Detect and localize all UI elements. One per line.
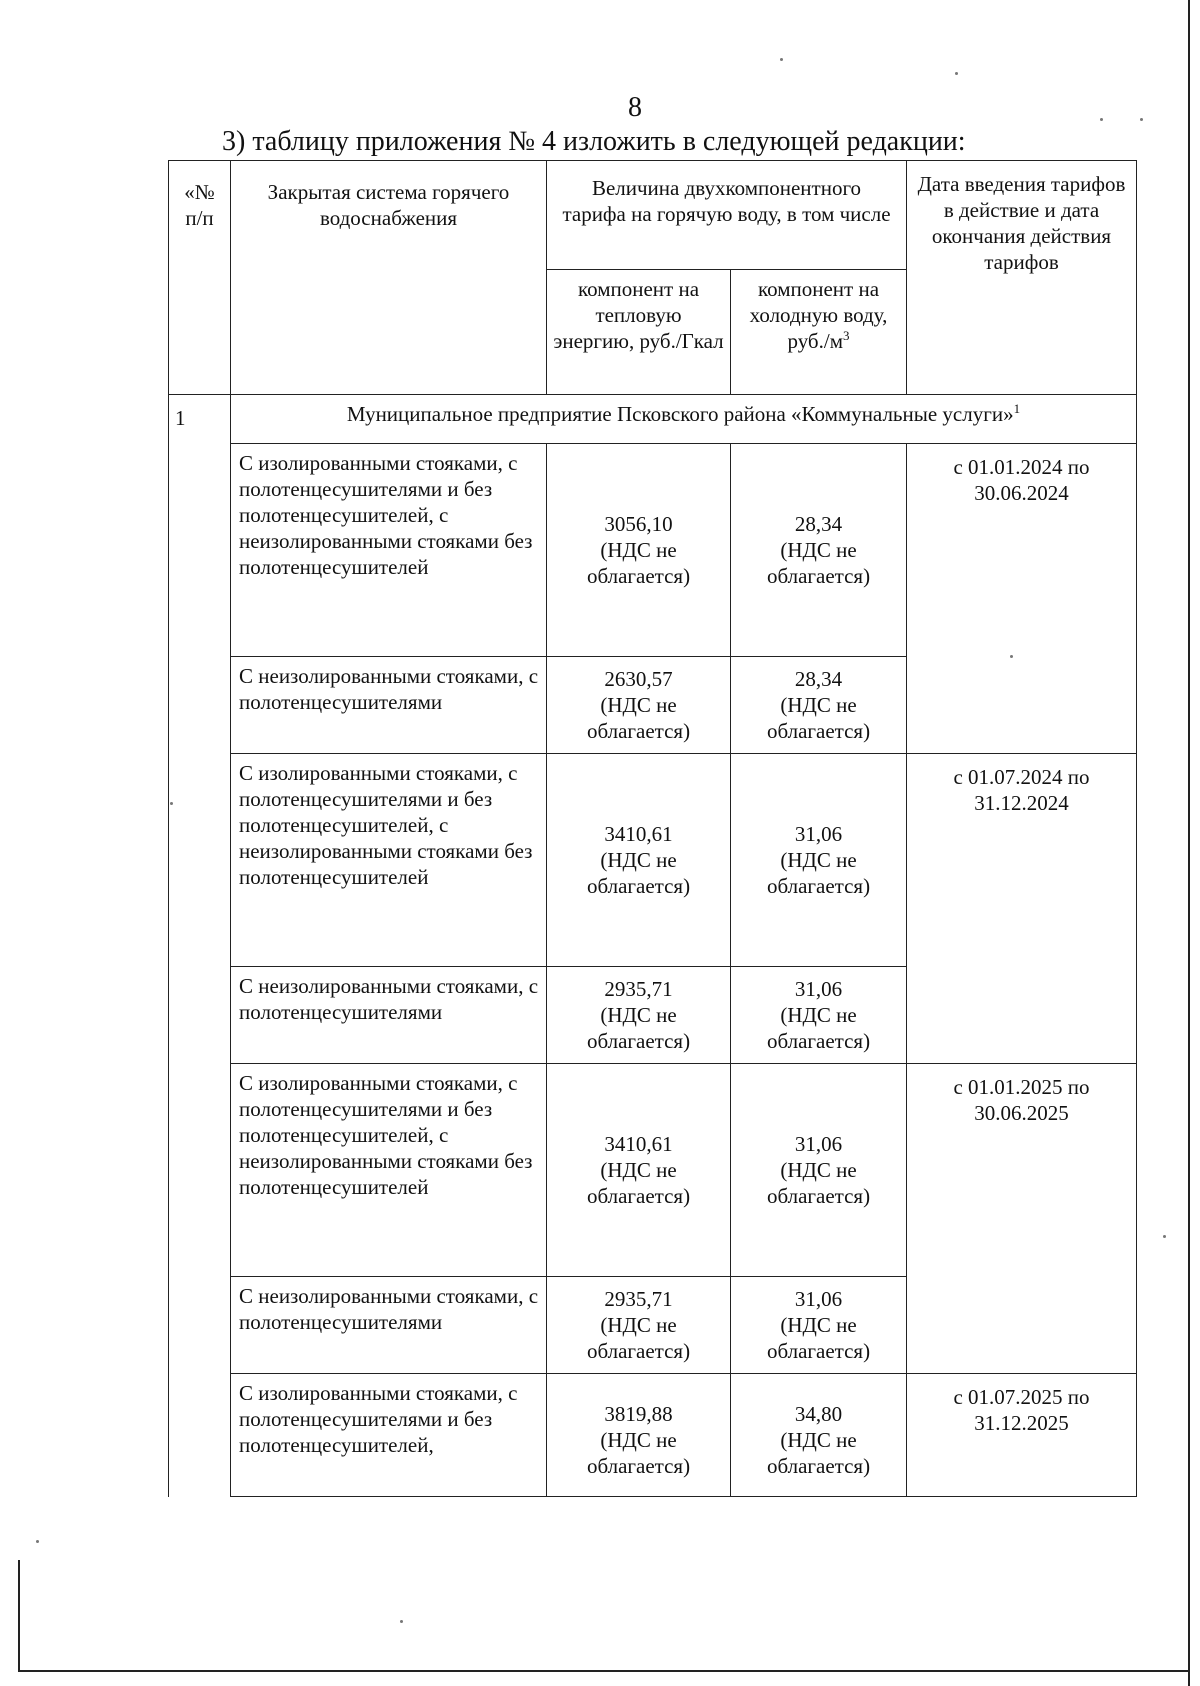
scan-speck bbox=[780, 58, 783, 61]
system-cell bbox=[231, 967, 547, 1064]
header-num bbox=[169, 161, 231, 395]
header-cold-component-label: компонент на холодную воду, руб./м bbox=[749, 277, 888, 353]
system-text: С изолированными стояками, с полотенцесушителями и без полотенцесушителей, с неизолированными стояками без полотенцесушителей bbox=[239, 761, 533, 889]
scan-speck bbox=[955, 72, 958, 75]
heat-vat: (НДС не облагается) bbox=[586, 1003, 691, 1053]
header-system-label: Закрытая система горячего водоснабжения bbox=[267, 180, 510, 230]
scan-speck bbox=[36, 1540, 39, 1543]
heat-value: 3056,10 bbox=[604, 512, 673, 536]
table-row bbox=[169, 754, 1137, 967]
heat-cell bbox=[547, 657, 731, 754]
header-heat-component-label: компонент на тепловую энергию, руб./Гкал bbox=[553, 277, 724, 353]
cold-value: 31,06 bbox=[794, 1132, 843, 1156]
cold-vat: (НДС не облагается) bbox=[766, 538, 871, 588]
system-text: С изолированными стояками, с полотенцесушителями и без полотенцесушителей, с неизолированными стояками без полотенцесушителей bbox=[239, 1071, 533, 1199]
cold-vat: (НДС не облагается) bbox=[766, 1003, 871, 1053]
cold-vat: (НДС не облагается) bbox=[766, 1313, 871, 1363]
scan-speck bbox=[400, 1620, 403, 1623]
system-cell bbox=[231, 754, 547, 967]
table-row bbox=[169, 1374, 1137, 1497]
scan-speck bbox=[1163, 1235, 1166, 1238]
header-tariff-group-label: Величина двухкомпонентного тарифа на горячую воду, в том числе bbox=[562, 176, 891, 226]
tariff-table bbox=[168, 160, 1137, 1497]
cold-value: 28,34 bbox=[794, 667, 843, 691]
header-system bbox=[231, 161, 547, 395]
header-row-1 bbox=[169, 161, 1137, 270]
cold-cell bbox=[731, 657, 907, 754]
cold-value: 31,06 bbox=[794, 822, 843, 846]
scan-border-bottom bbox=[18, 1670, 1190, 1672]
period-dates-cell bbox=[907, 1064, 1137, 1374]
system-text: С изолированными стояками, с полотенцесушителями и без полотенцесушителей, bbox=[239, 1381, 518, 1457]
system-text: С неизолированными стояками, с полотенцесушителями bbox=[239, 974, 539, 1024]
heat-value: 2935,71 bbox=[604, 977, 673, 1001]
system-cell bbox=[231, 1277, 547, 1374]
heat-vat: (НДС не облагается) bbox=[586, 693, 691, 743]
heat-value: 2935,71 bbox=[604, 1287, 673, 1311]
org-name-footnote: 1 bbox=[1013, 401, 1021, 416]
cold-value: 28,34 bbox=[794, 512, 843, 536]
table-row bbox=[169, 1064, 1137, 1277]
cold-cell bbox=[731, 967, 907, 1064]
org-number-cell bbox=[169, 395, 231, 1497]
heat-vat: (НДС не облагается) bbox=[586, 848, 691, 898]
heat-cell bbox=[547, 1064, 731, 1277]
system-text: С неизолированными стояками, с полотенцесушителями bbox=[239, 1284, 539, 1334]
cold-value: 31,06 bbox=[794, 1287, 843, 1311]
heat-cell bbox=[547, 1374, 731, 1497]
system-cell bbox=[231, 1374, 547, 1497]
heat-cell bbox=[547, 1277, 731, 1374]
period-dates-cell bbox=[907, 754, 1137, 1064]
header-cold-component bbox=[731, 270, 907, 395]
header-dates-label: Дата введения тарифов в действие и дата окончания действия тарифов bbox=[917, 172, 1126, 274]
org-name-cell bbox=[231, 395, 1137, 444]
period-dates: с 01.01.2024 по 30.06.2024 bbox=[953, 455, 1090, 505]
header-num-label: «№ п/п bbox=[184, 180, 215, 230]
scan-speck bbox=[170, 802, 173, 805]
page-number: 8 bbox=[628, 92, 642, 123]
cold-value: 34,80 bbox=[794, 1402, 843, 1426]
system-text: С неизолированными стояками, с полотенцесушителями bbox=[239, 664, 539, 714]
period-dates-cell bbox=[907, 1374, 1137, 1497]
cold-vat: (НДС не облагается) bbox=[766, 848, 871, 898]
scan-speck bbox=[1140, 118, 1143, 121]
heat-vat: (НДС не облагается) bbox=[586, 1428, 691, 1478]
heat-value: 2630,57 bbox=[604, 667, 673, 691]
cold-cell bbox=[731, 444, 907, 657]
scan-border-right bbox=[1188, 0, 1190, 1686]
cold-vat: (НДС не облагается) bbox=[766, 693, 871, 743]
scan-speck bbox=[1010, 655, 1013, 658]
table-row bbox=[169, 444, 1137, 657]
system-cell bbox=[231, 657, 547, 754]
period-dates: с 01.07.2025 по 31.12.2025 bbox=[953, 1385, 1090, 1435]
heat-value: 3410,61 bbox=[604, 1132, 673, 1156]
header-tariff-group bbox=[547, 161, 907, 270]
org-number: 1 bbox=[175, 406, 186, 430]
header-cold-component-sup: 3 bbox=[843, 328, 850, 343]
cold-vat: (НДС не облагается) bbox=[766, 1158, 871, 1208]
cold-cell bbox=[731, 1374, 907, 1497]
heat-vat: (НДС не облагается) bbox=[586, 1158, 691, 1208]
org-name: Муниципальное предприятие Псковского района «Коммунальные услуги» bbox=[346, 402, 1014, 426]
system-text: С изолированными стояками, с полотенцесушителями и без полотенцесушителей, с неизолированными стояками без полотенцесушителей bbox=[239, 451, 533, 579]
system-cell bbox=[231, 1064, 547, 1277]
scan-border-left bbox=[18, 1560, 20, 1672]
heat-vat: (НДС не облагается) bbox=[586, 538, 691, 588]
period-dates-cell bbox=[907, 444, 1137, 754]
system-cell bbox=[231, 444, 547, 657]
heat-vat: (НДС не облагается) bbox=[586, 1313, 691, 1363]
heat-cell bbox=[547, 967, 731, 1064]
heat-value: 3410,61 bbox=[604, 822, 673, 846]
cold-cell bbox=[731, 1064, 907, 1277]
period-dates: с 01.01.2025 по 30.06.2025 bbox=[953, 1075, 1090, 1125]
heat-cell bbox=[547, 444, 731, 657]
scan-speck bbox=[1100, 118, 1103, 121]
period-dates: с 01.07.2024 по 31.12.2024 bbox=[953, 765, 1090, 815]
intro-text: 3) таблицу приложения № 4 изложить в следующей редакции: bbox=[222, 126, 966, 157]
cold-cell bbox=[731, 1277, 907, 1374]
cold-vat: (НДС не облагается) bbox=[766, 1428, 871, 1478]
header-dates bbox=[907, 161, 1137, 395]
heat-cell bbox=[547, 754, 731, 967]
cold-cell bbox=[731, 754, 907, 967]
org-row bbox=[169, 395, 1137, 444]
cold-value: 31,06 bbox=[794, 977, 843, 1001]
heat-value: 3819,88 bbox=[604, 1402, 673, 1426]
header-heat-component bbox=[547, 270, 731, 395]
